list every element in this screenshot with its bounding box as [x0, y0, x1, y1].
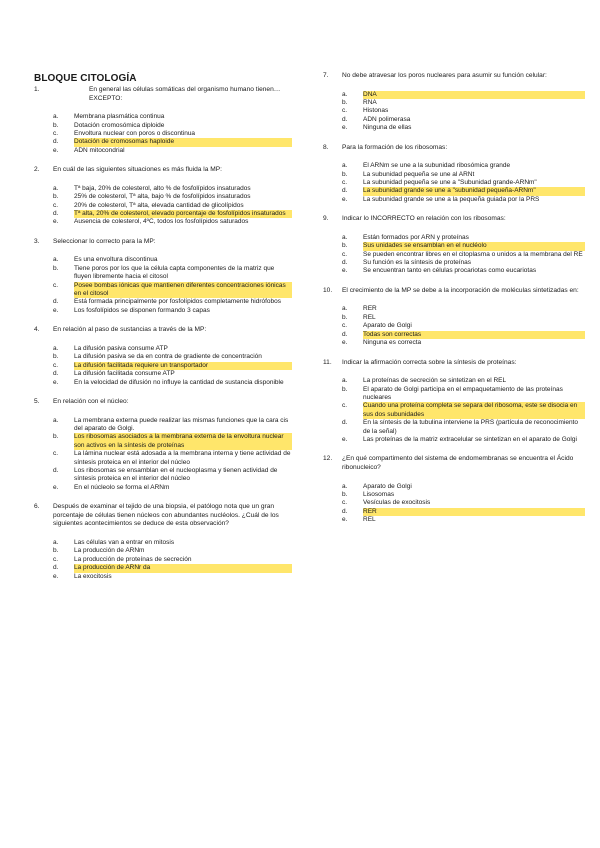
- question-number: 10.: [323, 286, 333, 294]
- answer-option: [342, 251, 585, 259]
- question-4: [34, 326, 292, 387]
- left-question-list: [34, 86, 292, 581]
- option-text: La difusión facilitada consume ATP: [74, 370, 175, 378]
- answer-option-highlighted: [342, 508, 585, 516]
- option-text: La difusión pasiva consume ATP: [74, 344, 168, 352]
- option-text: Están formados por ARN y proteínas: [363, 233, 469, 241]
- option-text: ADN polimerasa: [363, 115, 411, 123]
- page-title: BLOQUE CITOLOGÍA: [34, 73, 137, 84]
- question-text: En relación con el núcleo:: [53, 397, 129, 405]
- question-text: Después de examinar el tejido de una biopsia, el patólogo nota que un gran porcentaje de células tienen núcleos con abundantes nucléolos. ¿Cuál de los siguientes acontecimientos se deduce de esta observación?: [53, 503, 279, 528]
- option-letter: d.: [53, 298, 59, 306]
- option-letter: a.: [53, 344, 59, 352]
- question-text: Seleccionar lo correcto para la MP:: [53, 237, 156, 245]
- option-letter: e.: [53, 378, 59, 386]
- question-heading: [323, 215, 585, 224]
- answer-option: [342, 259, 585, 267]
- answer-option-highlighted: [342, 331, 585, 339]
- answer-option: [53, 130, 292, 138]
- answer-option: [53, 370, 292, 378]
- option-letter: d.: [342, 115, 348, 123]
- question-number: 3.: [34, 237, 40, 245]
- option-letter: d.: [342, 507, 348, 515]
- option-text: La difusión pasiva se da en contra de gradiente de concentración: [74, 353, 262, 361]
- answer-option: [342, 234, 585, 242]
- option-text: Las células van a entrar en mitosis: [74, 538, 175, 546]
- option-letter: c.: [342, 179, 348, 187]
- answer-option-highlighted: [53, 282, 292, 299]
- question-heading: [34, 326, 292, 335]
- option-text: En la velocidad de difusión no influye la cantidad de sustancia disponible: [74, 378, 284, 386]
- answer-option: [342, 267, 585, 275]
- option-letter: d.: [342, 330, 348, 338]
- question-heading: [323, 359, 585, 368]
- option-letter: e.: [342, 267, 348, 275]
- option-text: Está formada principalmente por fosfolípidos completamente hidrófobos: [74, 298, 282, 306]
- option-text: En la síntesis de la tubulina interviene la PRS (partícula de reconocimiento de la señal): [363, 419, 578, 435]
- answer-option: [53, 256, 292, 264]
- answer-option: [53, 345, 292, 353]
- option-letter: d.: [53, 466, 59, 474]
- option-text: 25% de colesterol, Tª alta, bajo % de fosfolípidos insaturados: [74, 193, 251, 201]
- question-7: [323, 72, 585, 133]
- option-text: Aparato de Golgi: [363, 322, 412, 330]
- option-text: Los ribosomas se ensamblan en el nucleoplasma y tienen actividad de síntesis proteica en el interior del núcleo: [74, 466, 278, 483]
- question-text: En cuál de las siguientes situaciones es más fluida la MP:: [53, 166, 222, 174]
- answer-option: [342, 377, 585, 385]
- answer-option: [342, 116, 585, 124]
- option-letter: d.: [53, 138, 59, 146]
- answer-option: [342, 107, 585, 115]
- answer-option: [53, 265, 292, 282]
- question-text: El crecimiento de la MP se debe a la incorporación de moléculas sintetizadas en:: [342, 286, 579, 294]
- question-3: [34, 238, 292, 315]
- option-letter: b.: [342, 242, 348, 250]
- question-11: [323, 359, 585, 445]
- question-text: Indicar lo INCORRECTO en relación con los ribosomas:: [342, 215, 506, 223]
- option-letter: e.: [53, 146, 59, 154]
- option-letter: c.: [53, 130, 59, 137]
- answer-option-highlighted: [53, 362, 292, 370]
- left-column: [34, 0, 292, 592]
- option-letter: a.: [53, 538, 59, 546]
- option-text: Vesículas de exocitosis: [363, 499, 431, 507]
- option-text: 20% de colesterol, Tª alta, elevada cantidad de glicolípidos: [74, 201, 244, 209]
- option-letter: e.: [342, 339, 348, 347]
- option-letter: b.: [53, 264, 59, 272]
- option-letter: d.: [53, 564, 59, 572]
- question-heading: [34, 238, 292, 247]
- question-6: [34, 503, 292, 581]
- option-text: Cuando una proteína completa se separa del ribosoma, este se disocia en sus dos subunidades: [363, 402, 585, 419]
- option-letter: b.: [342, 313, 348, 321]
- option-text: La subunidad pequeña se une al ARNt: [363, 170, 475, 178]
- answer-option: [53, 467, 292, 484]
- answer-option: [53, 307, 292, 315]
- option-letter: a.: [53, 416, 59, 424]
- answer-option: [342, 305, 585, 313]
- answer-option: [53, 547, 292, 555]
- question-text: En relación al paso de sustancias a través de la MP:: [53, 326, 207, 334]
- option-letter: e.: [342, 195, 348, 203]
- answer-option: [342, 386, 585, 403]
- option-letter: c.: [53, 555, 59, 563]
- answer-option-highlighted: [342, 187, 585, 195]
- right-question-list: [323, 72, 585, 525]
- question-number: 12.: [323, 455, 333, 463]
- answer-option: [342, 516, 585, 524]
- option-letter: c.: [342, 499, 348, 507]
- answer-option: [53, 113, 292, 121]
- option-text: La proteínas de secreción se sintetizan en el REL: [363, 377, 507, 385]
- question-number: 9.: [323, 215, 329, 223]
- option-text: El aparato de Golgi participa en el empaquetamiento de las proteínas nucleares: [363, 385, 563, 401]
- option-text: REL: [363, 516, 376, 524]
- option-letter: a.: [342, 305, 348, 313]
- answer-option: [53, 450, 292, 467]
- answer-option: [53, 379, 292, 387]
- answer-option: [53, 484, 292, 492]
- option-letter: b.: [53, 547, 59, 555]
- answer-option-highlighted: [53, 564, 292, 572]
- option-text: Tiene poros por los que la célula capta componentes de la matriz que fluyen libremente hacia el citosol: [74, 264, 275, 281]
- option-text: Los ribosomas asociados a la membrana externa de la envoltura nuclear son activos en la síntesis de proteínas: [74, 433, 292, 450]
- option-letter: e.: [342, 516, 348, 524]
- answer-option: [342, 99, 585, 107]
- option-text: Tª alta, 20% de colesterol, elevado porcentaje de fosfolípidos insaturados: [74, 210, 292, 218]
- question-12: [323, 455, 585, 524]
- option-letter: d.: [53, 370, 59, 378]
- option-letter: b.: [53, 193, 59, 201]
- answer-option: [342, 322, 585, 330]
- option-letter: b.: [53, 353, 59, 361]
- question-5: [34, 398, 292, 492]
- option-letter: d.: [53, 210, 59, 218]
- answer-option: [342, 124, 585, 132]
- option-text: La subunidad grande se une a "subunidad pequeña-ARNm": [363, 187, 585, 195]
- option-text: RNA: [363, 99, 377, 106]
- question-number: 7.: [323, 72, 329, 79]
- question-heading: [34, 503, 292, 529]
- question-heading: [323, 144, 585, 153]
- option-text: El ARNm se une a la subunidad ribosómica grande: [363, 162, 511, 170]
- option-text: Ausencia de colesterol, 4ºC, todos los fosfolípidos saturados: [74, 218, 249, 226]
- question-number: 8.: [323, 143, 329, 151]
- option-letter: b.: [342, 385, 348, 393]
- option-letter: a.: [342, 377, 348, 385]
- question-9: [323, 215, 585, 276]
- question-heading: [323, 287, 585, 296]
- question-1: [34, 86, 292, 155]
- question-number: 6.: [34, 503, 40, 511]
- option-text: La difusión facilitada requiere un transportador: [74, 362, 292, 370]
- option-text: Se encuentran tanto en células procariotas como eucariotas: [363, 267, 537, 275]
- answer-option: [53, 218, 292, 226]
- option-letter: e.: [342, 435, 348, 443]
- option-text: Las proteínas de la matriz extracelular se sintetizan en el aparato de Golgi: [363, 435, 577, 443]
- question-number: 2.: [34, 166, 40, 174]
- answer-option: [342, 314, 585, 322]
- option-text: RER: [363, 305, 377, 313]
- question-heading: [323, 455, 585, 472]
- option-letter: e.: [342, 124, 348, 132]
- option-text: La subunidad pequeña se une a "Subunidad grande-ARNm": [363, 179, 537, 187]
- answer-option: [53, 122, 292, 130]
- option-letter: c.: [342, 402, 348, 410]
- option-letter: c.: [342, 250, 348, 258]
- answer-option: [342, 171, 585, 179]
- answer-option-highlighted: [342, 91, 585, 99]
- option-text: Ninguna de ellas: [363, 124, 412, 132]
- question-number: 11.: [323, 358, 332, 366]
- option-text: Ninguna es correcta: [363, 339, 422, 347]
- option-text: La producción de ARNr da: [74, 564, 292, 572]
- answer-option-highlighted: [53, 138, 292, 146]
- option-letter: d.: [342, 419, 348, 427]
- question-heading: [34, 398, 292, 407]
- option-letter: b.: [342, 490, 348, 498]
- answer-option: [53, 556, 292, 564]
- option-text: Dotación de cromosomas haploide: [74, 138, 292, 146]
- option-letter: e.: [53, 306, 59, 314]
- question-text: Para la formación de los ribosomas:: [342, 143, 448, 151]
- option-letter: b.: [342, 170, 348, 178]
- answer-option: [342, 419, 585, 436]
- option-text: Envoltura nuclear con poros o discontinua: [74, 130, 196, 137]
- option-letter: a.: [53, 184, 59, 192]
- answer-option: [342, 483, 585, 491]
- option-letter: b.: [53, 121, 59, 129]
- option-letter: d.: [342, 187, 348, 195]
- answer-option: [342, 339, 585, 347]
- option-letter: c.: [53, 281, 59, 289]
- option-text: La membrana externa puede realizar las mismas funciones que la cara cis del aparato de Golgi.: [74, 416, 289, 432]
- option-letter: a.: [342, 162, 348, 170]
- question-text: Indicar la afirmación correcta sobre la síntesis de proteínas:: [342, 358, 517, 366]
- answer-option-highlighted: [342, 402, 585, 419]
- option-text: Aparato de Golgi: [363, 482, 412, 490]
- option-text: Los fosfolípidos se disponen formando 3 capas: [74, 306, 210, 314]
- option-letter: e.: [53, 483, 59, 491]
- option-letter: c.: [342, 322, 348, 330]
- answer-option: [342, 196, 585, 204]
- option-letter: a.: [342, 90, 348, 98]
- question-heading: [323, 72, 585, 81]
- option-letter: a.: [342, 482, 348, 490]
- answer-option: [342, 162, 585, 170]
- option-letter: b.: [342, 99, 348, 106]
- option-text: Sus unidades se ensamblan en el nucléolo: [363, 242, 585, 250]
- question-number: 1.: [34, 86, 40, 93]
- option-text: Membrana plasmática continua: [74, 113, 165, 121]
- question-text: ¿En qué compartimento del sistema de endomembranas se encuentra el Ácido ribonucleico?: [342, 455, 574, 471]
- option-text: Es una envoltura discontinua: [74, 256, 158, 264]
- option-text: Lisosomas: [363, 490, 395, 498]
- option-text: La exocitosis: [74, 572, 112, 580]
- question-8: [323, 144, 585, 205]
- question-number: 4.: [34, 326, 40, 334]
- answer-option-highlighted: [53, 433, 292, 450]
- answer-option: [53, 353, 292, 361]
- answer-option: [53, 193, 292, 201]
- option-letter: d.: [342, 259, 348, 267]
- option-text: La producción de ARNm: [74, 547, 145, 555]
- option-letter: a.: [53, 113, 59, 121]
- option-text: La subunidad grande se une a la pequeña guiada por la PRS: [363, 195, 540, 203]
- option-letter: a.: [53, 256, 59, 264]
- option-text: DNA: [363, 91, 585, 99]
- answer-option: [53, 298, 292, 306]
- answer-option: [342, 436, 585, 444]
- option-text: En el núcleolo se forma el ARNm: [74, 483, 170, 491]
- answer-option: [53, 202, 292, 210]
- option-text: Todas son correctas: [363, 331, 585, 339]
- option-letter: b.: [53, 433, 59, 441]
- answer-option-highlighted: [53, 210, 292, 218]
- option-text: Tª baja, 20% de colesterol, alto % de fosfolípidos insaturados: [74, 184, 251, 192]
- option-letter: e.: [53, 218, 59, 226]
- option-text: REL: [363, 313, 376, 321]
- answer-option: [342, 179, 585, 187]
- option-text: Posee bombas iónicas que mantienen diferentes concentraciones iónicas en el citosol: [74, 282, 292, 299]
- question-text: No debe atravesar los poros nucleares para asumir su función celular:: [342, 72, 547, 79]
- option-text: La lámina nuclear está adosada a la membrana interna y tiene actividad de síntesis proteica en el interior del núcleo: [74, 450, 291, 466]
- option-letter: c.: [53, 201, 59, 209]
- option-text: Se pueden encontrar libres en el citoplasma o unidos a la membrana del RE: [363, 250, 583, 258]
- option-letter: a.: [342, 233, 348, 241]
- question-heading: [34, 166, 292, 175]
- question-2: [34, 166, 292, 227]
- question-10: [323, 287, 585, 348]
- option-text: RER: [363, 508, 585, 516]
- option-text: Histonas: [363, 107, 389, 115]
- option-text: Dotación cromosómica diploide: [74, 121, 165, 129]
- answer-option: [342, 491, 585, 499]
- answer-option: [53, 573, 292, 581]
- answer-option: [53, 147, 292, 155]
- option-text: Su función es la síntesis de proteínas: [363, 259, 472, 267]
- option-letter: c.: [53, 361, 59, 369]
- option-text: ADN mitocondrial: [74, 146, 125, 154]
- option-letter: c.: [342, 107, 348, 115]
- option-letter: e.: [53, 572, 59, 580]
- answer-option: [53, 417, 292, 434]
- option-letter: c.: [53, 450, 59, 458]
- answer-option: [53, 539, 292, 547]
- right-column: [323, 0, 585, 536]
- question-text: En general las células somáticas del organismo humano tienen…EXCEPTO:: [89, 86, 281, 102]
- option-text: La producción de proteínas de secreción: [74, 555, 192, 563]
- question-heading: [34, 86, 292, 103]
- question-number: 5.: [34, 397, 40, 405]
- answer-option: [342, 499, 585, 507]
- answer-option: [53, 185, 292, 193]
- answer-option-highlighted: [342, 242, 585, 250]
